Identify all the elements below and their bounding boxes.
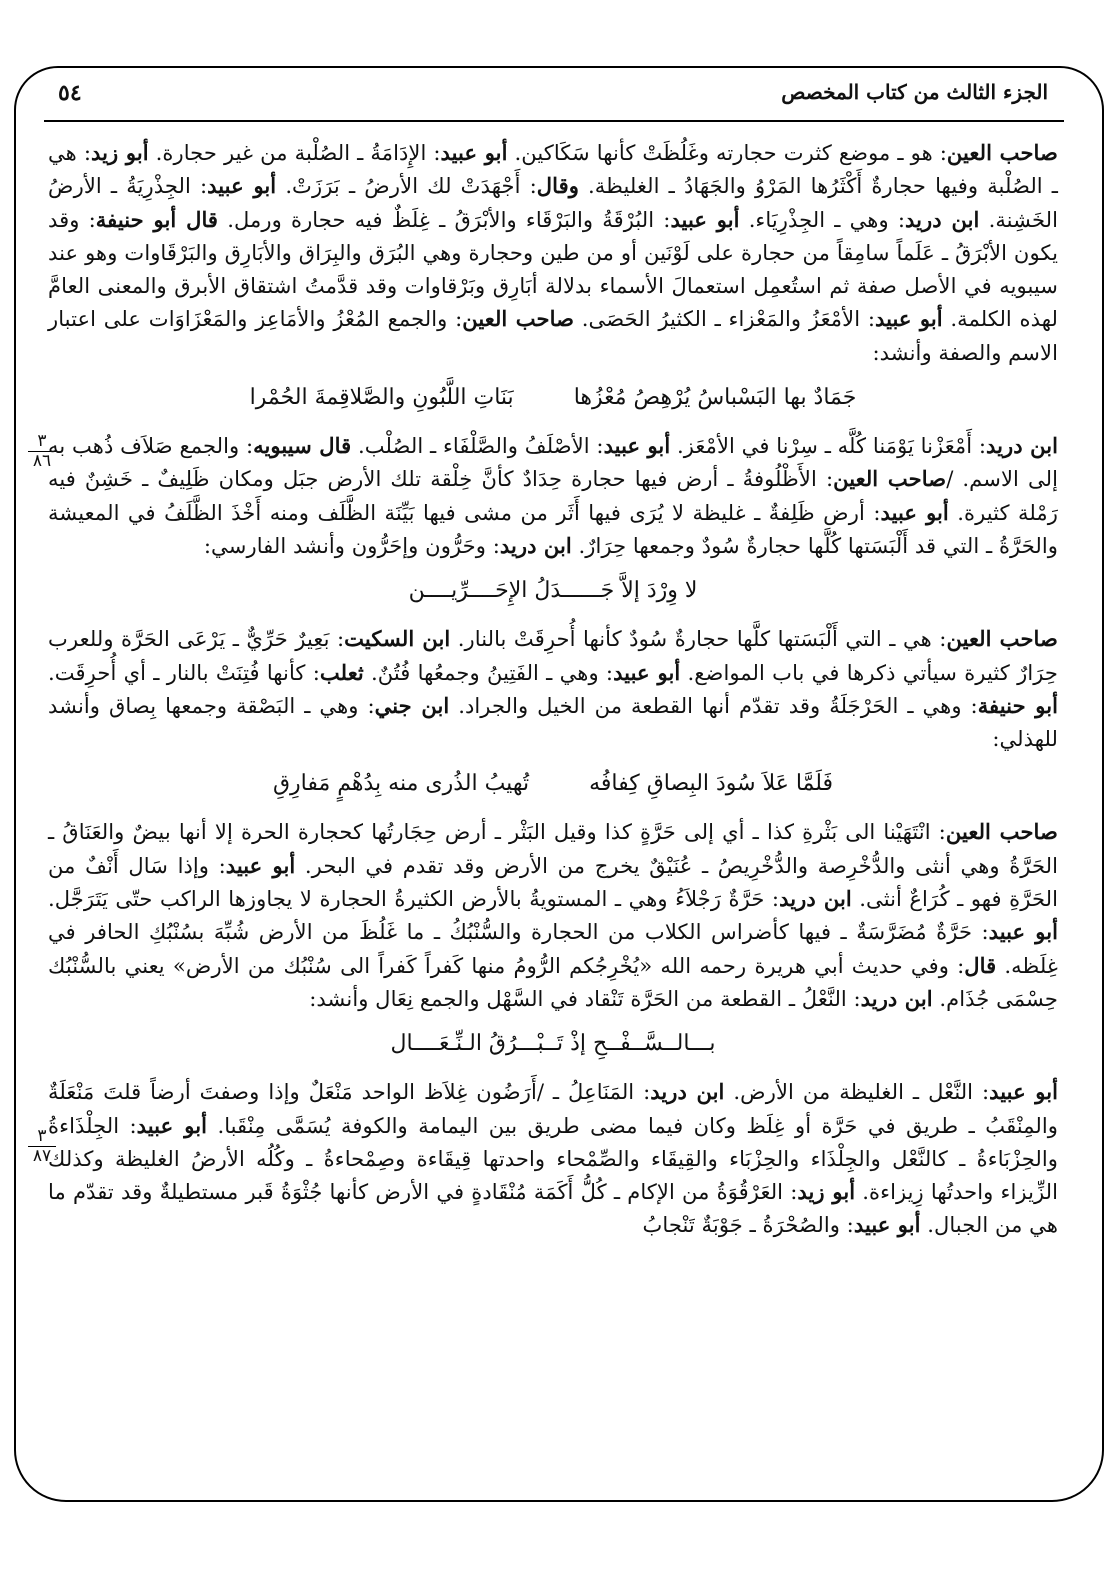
header-rule bbox=[44, 120, 1064, 122]
source-name: أبو عبيد bbox=[989, 1079, 1059, 1105]
verse bbox=[48, 574, 1058, 608]
source-name: أبو عبيد bbox=[440, 140, 508, 165]
text-run: : كأنها فُتِنَتْ بالنار ـ أي أُحرِقَت. bbox=[48, 659, 320, 685]
verse-hemistich: بَنَاتِ اللَّبُونِ والصَّلاقِمةَ الحُمْرا bbox=[249, 385, 514, 411]
text-run: : انْتَهَيْنا الى بَثْرةِ كذا ـ أي إلى حَرَّةٍ كذا وقيل البَثْر ـ أرض حِجَارتُها كحجارة الحرة إلا أنها بيضٌ والعَنَاقُ ـ الحَرَّةُ وهي أنثى والدُّخْرِصة والدُّخْرِيصُ ـ عُنَيْقٌ يخرج من الأرض وقد تقدم في البحر. bbox=[48, 819, 1059, 878]
text-run: : والجمع المُعْزُ والأمَاعِز والمَعْزَاوَات على اعتبار الاسم والصفة وأنشد: bbox=[48, 306, 1058, 365]
text-run: : البُرْقَةُ والبَرْقَاء والأبْرَقُ ـ غِلَظٌ فيه حجارة ورمل. bbox=[218, 206, 671, 232]
source-name: ثعلب bbox=[319, 659, 364, 685]
paragraph bbox=[48, 1075, 1058, 1241]
text-run: : وحَرُّون وإحَرُّون وأنشد الفارسي: bbox=[203, 532, 500, 558]
source-name: ابن دريد bbox=[650, 1079, 725, 1105]
source-name: أبو عبيد bbox=[853, 1212, 921, 1238]
text-run: : حَرَّةٌ رَجْلاَءُ وهي ـ المستويةُ بالأرض الكثيرةُ الحجارة لا يجاوزها الراكب حتّى يَتَرَجَّل. bbox=[48, 886, 780, 912]
margin-marker-numerator: ٣ bbox=[37, 1126, 47, 1146]
text-run: : أَجْهَدَتْ لك الأرضُ ـ بَرَزَتْ. bbox=[276, 173, 537, 199]
source-name: أبو عبيد bbox=[603, 433, 671, 459]
margin-marker-denominator: ٨٦ bbox=[28, 451, 56, 471]
text-run: : الأمْعَزُ والمَعْزاء ـ الكثيرُ الحَصَى. bbox=[574, 306, 875, 332]
verse-line: بـــالــسَّــفْــحِ إذْ تَــبْـــرُقُ الـنِّـعَــــال bbox=[390, 1031, 716, 1057]
text-run: : هي ـ الصُلْبة وفيها حجارةٌ أَكْثَرُها المَرْوُ والجَهَادُ ـ الغليظة. bbox=[48, 140, 1059, 199]
page-body bbox=[48, 136, 1058, 1242]
source-name: صاحب العين bbox=[945, 819, 1058, 845]
text-run: : بَعِيرٌ حَرِّيٌّ ـ يَرْعَى الحَرَّة وللعرب حِرَارٌ كثيرة سيأتي ذكرها في باب المواضع. bbox=[48, 626, 1059, 685]
source-name: أبو حنيفة bbox=[977, 692, 1058, 718]
verse bbox=[48, 1027, 1058, 1061]
source-name: ابن دريد bbox=[779, 886, 852, 912]
text-run: : الجِذْرِيَةُ ـ الأرضُ الخَشِنة. bbox=[48, 173, 1058, 232]
source-name: صاحب العين bbox=[946, 626, 1059, 652]
text-run: : الأَظْلُوفةُ ـ أرض فيها حجارة حِدَادٌ كأنَّ خِلْقة تلك الأرض جبَل ومكان ظَلِيفٌ ـ خَشِنٌ فيه رَمْلة كثيرة. bbox=[48, 466, 1059, 525]
source-name: أبو زيد bbox=[91, 140, 149, 165]
margin-marker-numerator: ٣ bbox=[37, 431, 47, 451]
source-name: صاحب العين bbox=[946, 140, 1058, 165]
source-name: أبو عبيد bbox=[880, 499, 949, 525]
verse-hemistich: جَمَادٌ بها البَسْباسُ يُرْهِصُ مُعْزُها bbox=[573, 385, 857, 411]
source-name: قال bbox=[964, 952, 997, 978]
text-run: : وهي ـ الحَرْجَلَةُ وقد تقدّم أنها القطعة من الخيل والجراد. bbox=[449, 692, 978, 718]
paragraph bbox=[48, 429, 1058, 562]
source-name: أبو عبيد bbox=[207, 173, 277, 199]
verse-hemistich: تُهيبُ الذُرى منه بِدُهْمٍ مَفارِقِ bbox=[272, 771, 530, 797]
verse bbox=[48, 381, 1058, 415]
source-name: قال أبو حنيفة bbox=[95, 206, 219, 232]
source-name: أبو عبيد bbox=[988, 919, 1059, 945]
text-run: : وإذا سَال أَنْفٌ من الحَرَّةِ فهو ـ كُرَاعٌ أنثى. bbox=[48, 852, 1058, 912]
text-run: : الجِلْذَاءةُ والحِزْبَاءةُ ـ كالنَّعْل والجِلْذَاء والحِزْبَاء والقِيقَاء والصِّمْحاء واحدتها قِيقَاءة وصِمْحاءةُ ـ وكُلُه الأرضُ الغليظة وكذلك الزِّيزاء واحدتُها زِيزاءة. bbox=[48, 1112, 1058, 1205]
paragraph bbox=[48, 136, 1058, 369]
text-run: : وهي ـ الفَتِينُ وجمعُها فُتُنٌ. bbox=[363, 659, 614, 685]
source-name: ابن دريد bbox=[905, 206, 980, 232]
text-run: : هو ـ موضع كثرت حجارته وغَلُظَتْ كأنها سَكَاكين. bbox=[507, 140, 947, 165]
paragraph bbox=[48, 815, 1058, 1015]
running-title: الجزء الثالث من كتاب المخصص bbox=[781, 80, 1048, 104]
verse-hemistich: فَلَمَّا عَلاَ سُودَ البِصاقِ كِفافُه bbox=[589, 771, 834, 797]
source-name: ابن السكيت bbox=[344, 626, 451, 652]
text-run: : وهي ـ الجِذْرِيَاء. bbox=[739, 206, 906, 232]
verse-line: لا وِرْدَ إلاَّ جَــــــدَلُ الإِحَــــرِّيــــن bbox=[408, 578, 698, 604]
source-name: قال سيبويه bbox=[253, 433, 352, 459]
source-name: أبو عبيد bbox=[136, 1112, 208, 1138]
text-run: : وفي حديث أبي هريرة رحمه الله «يُخْرِجُكم الرُّومُ منها كَفراً كَفراً الى سُنْبُك من الأرض» يعني بالسُّنْبُك حِسْمَى جُذَام. bbox=[48, 952, 1058, 1011]
source-name: أبو عبيد bbox=[875, 306, 943, 332]
text-run: : الأصْلَفُ والصَّلْفَاء ـ الصُلْب. bbox=[351, 433, 604, 459]
text-run: : أرض ظَلِفةٌ ـ غليظة لا يُرَى فيها أَثَر من مشى فيها بَيِّنَة الظَّلَف ومنه أَخْذَ الظَّلَفُ في المعيشة والحَرَّةُ ـ التي قد أَلْبَسَتها كُلَّها حجارةٌ سُودٌ وجمعها حِرَارٌ. bbox=[48, 499, 1058, 558]
text-run: : المَنَاعِلُ ـ /أَرَضُون غِلاَظ الواحد مَنْعَلٌ وإذا وصفتَ أرضاً قلتَ مَنْعَلَةٌ والمِنْقَبُ ـ طريق في حَرَّة أو غِلَظ وكان فيما مضى طريق بين اليمامة والكوفة يُسَمَّى مِنْقَبا. bbox=[48, 1079, 1059, 1138]
source-name: أبو زيد bbox=[797, 1179, 856, 1205]
source-name: أبو عبيد bbox=[613, 659, 681, 685]
source-name: ابن دريد bbox=[986, 433, 1059, 459]
source-name: ابن جني bbox=[374, 692, 450, 718]
source-name: صاحب العين bbox=[833, 466, 947, 492]
source-name: ابن دريد bbox=[499, 532, 572, 558]
verse bbox=[48, 767, 1058, 801]
text-run: : والجمع صَلاَف ذُهب به إلى الاسم. / bbox=[48, 433, 1058, 492]
text-run: : النَّعْلُ ـ القطعة من الحَرَّة تَنْقاد في السَّهْل والجمع نِعَال وأنشد: bbox=[309, 985, 861, 1011]
text-run: : أَمْعَزْنا يَوْمَنا كُلَّه ـ سِرْنا في الأمْعَز. bbox=[670, 433, 987, 459]
text-run: : حَرَّةٌ مُضَرَّسَةٌ ـ فيها كأضراس الكلاب من الحجارة والسُّنْبُكُ ـ ما غَلُظَ من الأرض شُبِّهَ بسُنْبُكِ الحافر في غِلَظه. bbox=[48, 919, 1058, 978]
text-run: : النَّعْل ـ الغليظة من الأرض. bbox=[724, 1079, 990, 1105]
text-run: : وهي ـ البَصْقة وجمعها بِصاق وأنشد للهذلي: bbox=[48, 692, 1058, 752]
text-run: : العَرْقُوَةُ من الإكام ـ كُلُّ أَكَمَة مُنْقَادةٍ في الأرض كأنها جُثْوَةُ قَبر مستطيلةٌ وقد تقدّم ما هي من الجبال. bbox=[48, 1179, 1058, 1238]
page-number: ٥٤ bbox=[58, 80, 82, 106]
text-run: : الإِدَامَةُ ـ الصُلْبة من غير حجارة. bbox=[148, 140, 441, 165]
source-name: ابن دريد bbox=[860, 985, 933, 1011]
source-name: أبو عبيد bbox=[670, 206, 740, 232]
text-run: : وقد يكون الأبْرَقُ ـ عَلَماً سامِقاً من حجارة على لَوْنَين أو من طين وحجارة وهي البُرَق والبِرَاق والأبَارِق والبَرْقَاوات وهو عند سيبويه في الأصل صفة ثم استُعمِل استعمالَ الأسماء بدلالة أبَارِق وبَرْقاوات وقد قدَّمتُ اشتقاق الأبرق والمعنى العامَّ لهذه الكلمة. bbox=[48, 206, 1059, 332]
source-name: صاحب العين bbox=[462, 306, 575, 332]
text-run: : والصُحْرَةُ ـ جَوْبَةٌ تَنْجابُ bbox=[642, 1212, 854, 1238]
source-name: وقال bbox=[536, 173, 579, 199]
paragraph bbox=[48, 622, 1058, 755]
page-header bbox=[48, 76, 1058, 116]
margin-marker-denominator: ٨٧ bbox=[28, 1146, 56, 1166]
source-name: أبو عبيد bbox=[225, 852, 296, 878]
text-run: : هي ـ التي أَلْبَسَتها كلَّها حجارةٌ سُودٌ كأنها أُحرِقَتْ بالنار. bbox=[450, 626, 947, 652]
